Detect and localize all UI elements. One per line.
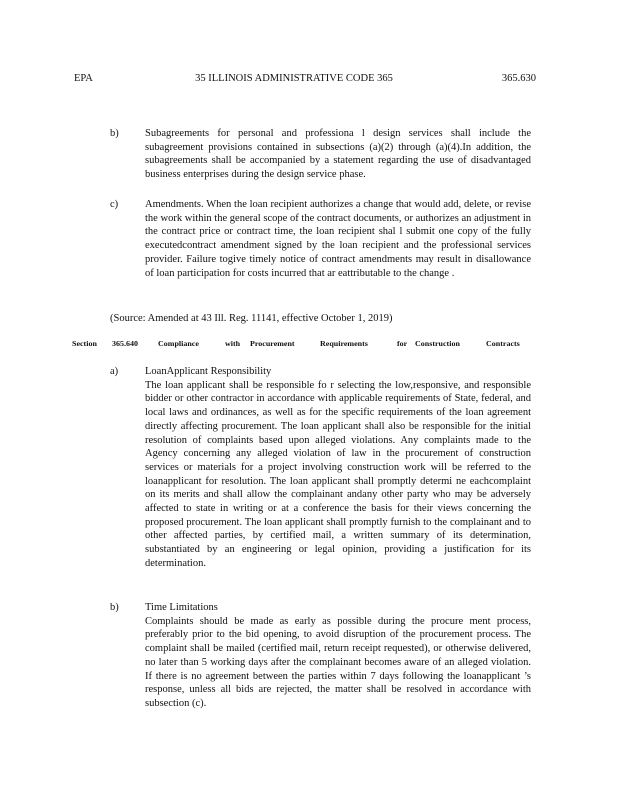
section-title-word: Requirements	[320, 339, 368, 348]
section-title-word: Contracts	[486, 339, 520, 348]
subsection-content	[145, 601, 531, 711]
header-agency: EPA	[74, 73, 93, 84]
section-label: Section	[72, 339, 97, 348]
subsection-text: Amendments. When the loan recipient authorizes a change that would add, delete, or revise the work within the general scope of the contract documents, or authorizes an adjustment in the contract price or contract time, the loan recipient shal l submit one copy of the fully executedcontract amendment signed by the loan recipient and the professional services provider. Failure togive timely notice of contract amendments may result in disallowance of loan participation for costs incurred that ar eattributable to the change .	[145, 199, 531, 279]
subsection-title: Time Limitations	[145, 602, 218, 613]
section-title-word: Compliance	[158, 339, 199, 348]
subsection-marker: c)	[110, 199, 119, 210]
header-section-number: 365.630	[501, 73, 536, 84]
subsection-title: LoanApplicant Responsibility	[145, 366, 272, 377]
section-heading	[72, 338, 520, 349]
subsection-text: Complaints should be made as early as possible during the procure ment process, preferably prior to the bid opening, to avoid disruption of the procurement process. The complaint shall be mailed (certified mail, return receipt requested), or otherwise delivered, no later than 5 working days after the complainant becomes aware of an alleged violation. If there is no agreement between the parties within 7 days following the loanapplicant ’s response, unless all bids are rejected, the matter shall be resolved in accordance with subsection (c).	[145, 615, 531, 709]
section-title-word: Procurement	[250, 339, 295, 348]
subsection-marker: a)	[110, 366, 119, 377]
subsection-text: The loan applicant shall be responsible fo r selecting the low,responsive, and responsible bidder or other contractor in accordance with applicable requirements of State, federal, and local laws and ordinances, as well as for the specific requirements of the loan agreement directly affecting procurement. The loan applicant shall also be responsible for the initial resolution of complaints based upon alleged violations. Any complaints made to the Agency concerning any alleged violation of law in the procurement of construction services or materials for a project involving construction work will be referred to the loanapplicant for resolution. The loan applicant shall promptly determi ne eachcomplaint on its merits and shall allow the complainant andany other party who may be adversely affected to state in writing or at a conference the basis for their views concerning the proposed procurement. The loan applicant shall promptly furnish to the complainant and to other affected parties, by certified mail, a written summary of its determination, substantiated by an engineering or legal opinion, providing a justification for its determination.	[145, 379, 531, 569]
header-code-title: 35 ILLINOIS ADMINISTRATIVE CODE 365	[195, 73, 393, 84]
subsection-content	[145, 365, 531, 571]
section-title-word: with	[225, 339, 241, 348]
section-title-word: for	[397, 339, 408, 348]
section-title-word: Construction	[415, 339, 460, 348]
section-number: 365.640	[112, 339, 138, 348]
subsection-text: Subagreements for personal and professiona l design services shall include the subagreement provisions contained in subsections (a)(2) through (a)(4).In addition, the subagreements shall be accompanied by a statement regarding the use of disadvantaged business enterprises during the design service phase.	[145, 128, 531, 181]
source-note: (Source: Amended at 43 Ill. Reg. 11141, effective October 1, 2019)	[110, 313, 393, 324]
subsection-marker: b)	[110, 602, 119, 613]
subsection-marker: b)	[110, 128, 119, 139]
